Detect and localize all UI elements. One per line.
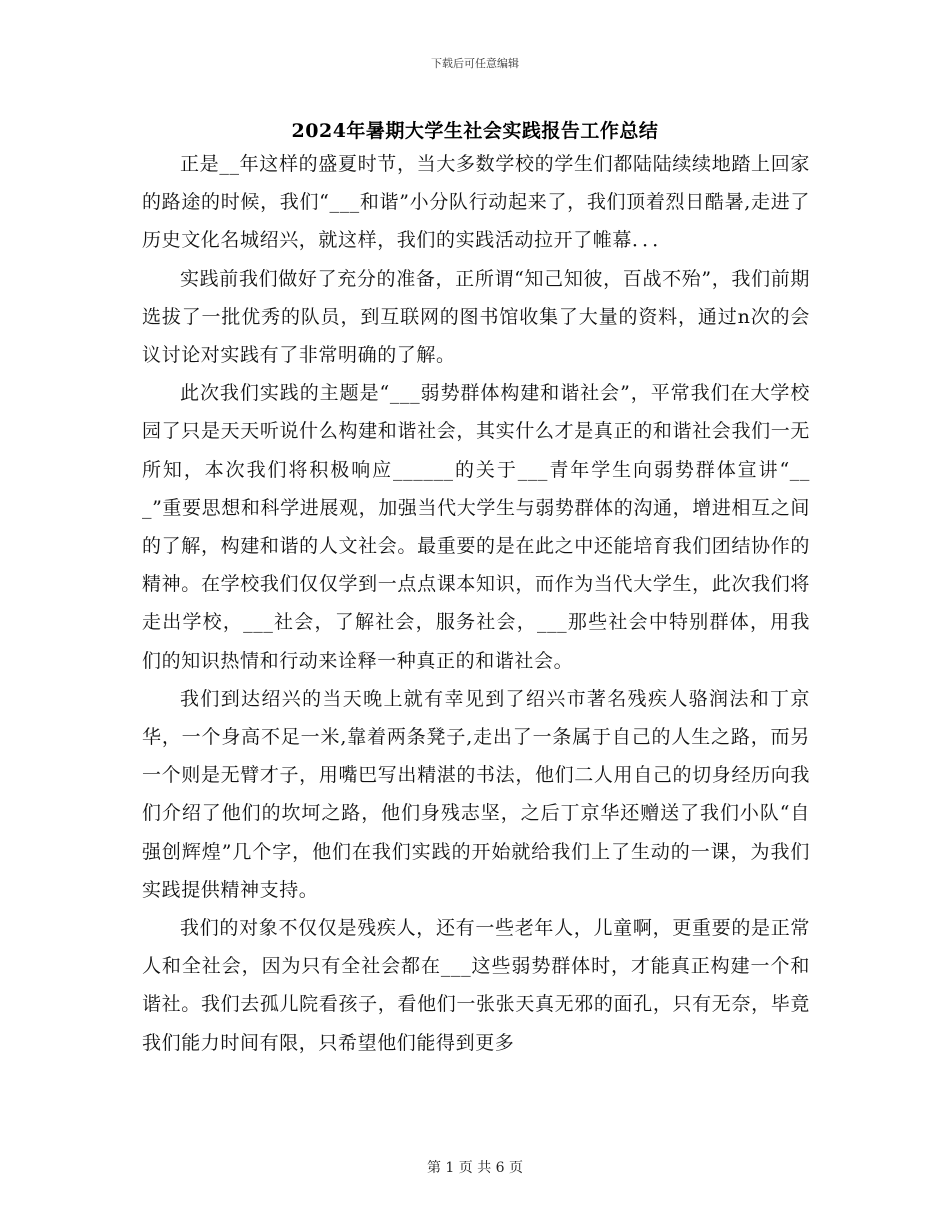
paragraph: 我们到达绍兴的当天晚上就有幸见到了绍兴市著名残疾人骆润法和丁京华，一个身高不足一米,靠着两条凳子,走出了一条属于自己的人生之路，而另一个则是无臂才子，用嘴巴写出精湛的书法，他们二人用自己的切身经历向我们介绍了他们的坎坷之路，他们身残志坚，之后丁京华还赠送了我们小队“自强创辉煌”几个字，他们在我们实践的开始就给我们上了生动的一课，为我们实践提供精神支持。 [142, 687, 810, 901]
document-body [142, 145, 810, 1062]
page-number-footer: 第 1 页 共 6 页 [426, 1160, 524, 1176]
paragraph: 我们的对象不仅仅是残疾人，还有一些老年人，儿童啊，更重要的是正常人和全社会，因为只有全社会都在___这些弱势群体时，才能真正构建一个和谐社。我们去孤儿院看孩子，看他们一张张天真无邪的面孔，只有无奈，毕竟我们能力时间有限，只希望他们能得到更多 [142, 917, 810, 1054]
paragraph: 此次我们实践的主题是“___弱势群体构建和谐社会”，平常我们在大学校园了只是天天听说什么构建和谐社会，其实什么才是真正的和谐社会我们一无所知，本次我们将积极响应______的关于___青年学生向弱势群体宣讲“___”重要思想和科学进展观，加强当代大学生与弱势群体的沟通，增进相互之间的了解，构建和谐的人文社会。最重要的是在此之中还能培育我们团结协作的精神。在学校我们仅仅学到一点点课本知识，而作为当代大学生，此次我们将走出学校，___社会，了解社会，服务社会，___那些社会中特别群体，用我们的知识热情和行动来诠释一种真正的和谐社会。 [142, 382, 810, 672]
paragraph: 正是__年这样的盛夏时节，当大多数学校的学生们都陆陆续续地踏上回家的路途的时候，我们“___和谐”小分队行动起来了，我们顶着烈日酷暑,走进了历史文化名城绍兴，就这样，我们的实践活动拉开了帷幕．．． [142, 153, 810, 252]
document-title: 2024年暑期大学生社会实践报告工作总结 [291, 120, 659, 142]
header-note: 下载后可任意编辑 [431, 57, 519, 70]
paragraph: 实践前我们做好了充分的准备，正所谓“知己知彼，百战不殆”，我们前期选拔了一批优秀的队员，到互联网的图书馆收集了大量的资料，通过n次的会议讨论对实践有了非常明确的了解。 [142, 267, 810, 367]
